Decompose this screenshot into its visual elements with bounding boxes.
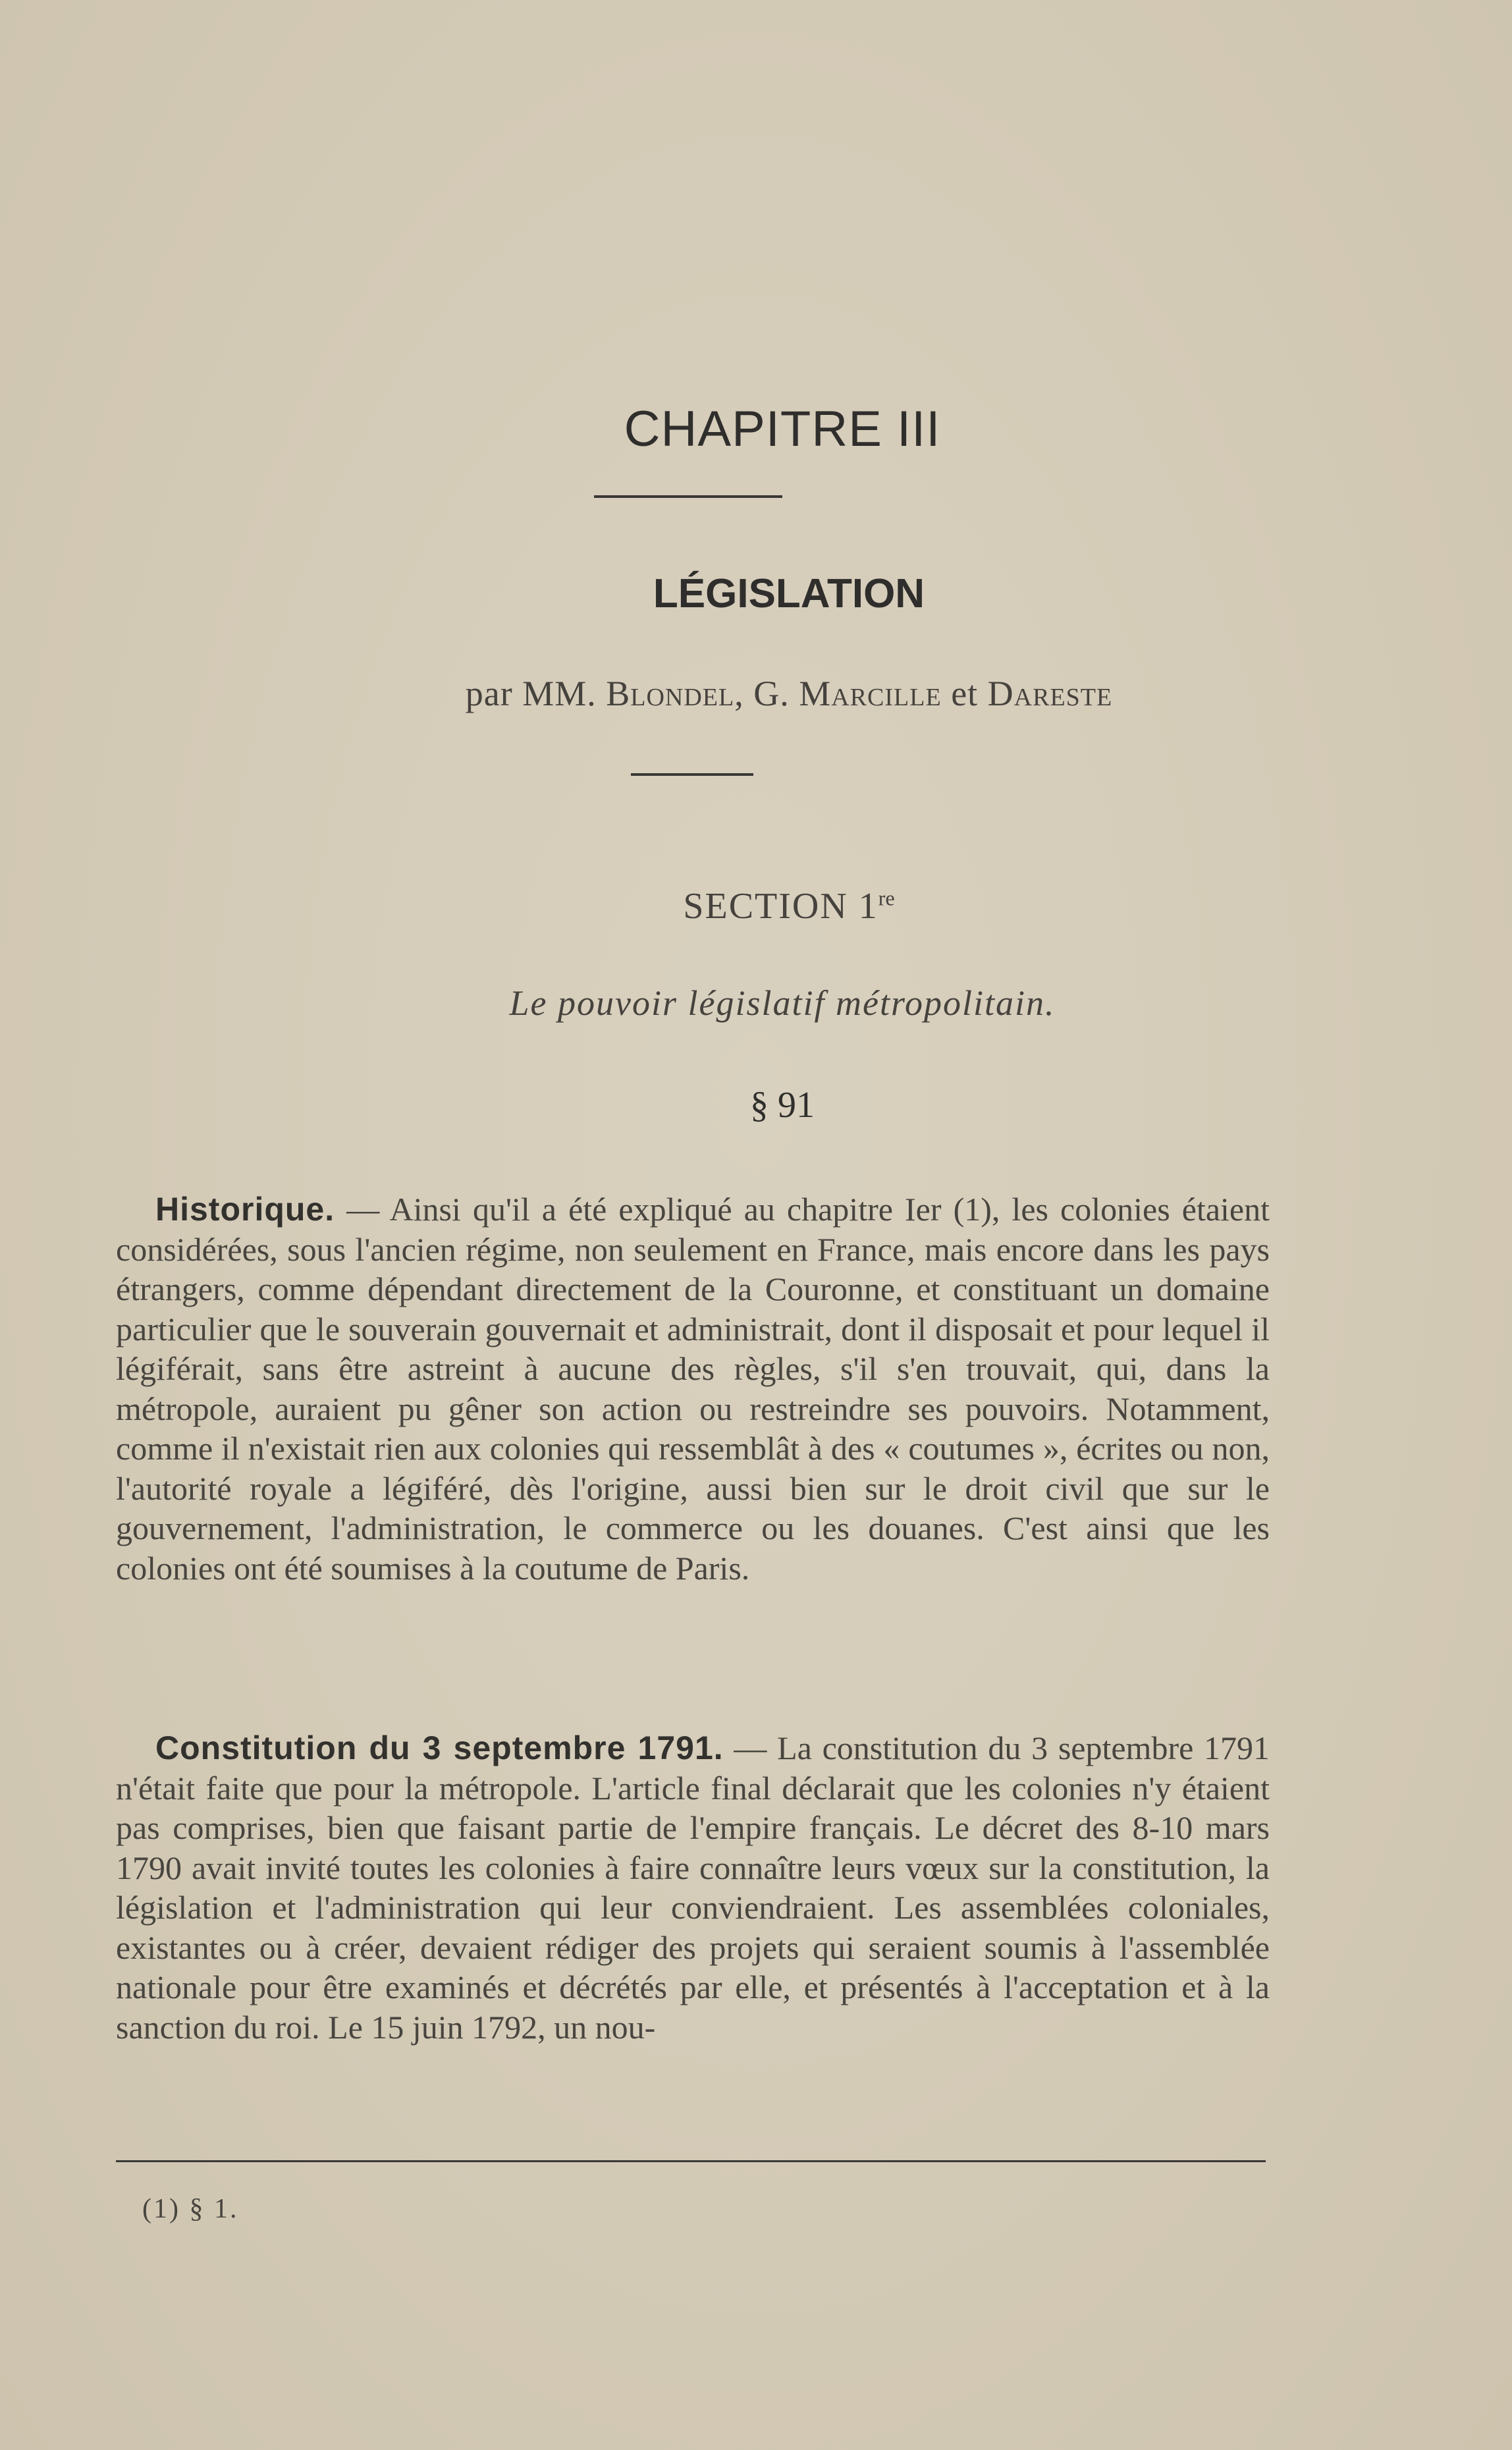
authors-separator: , G. <box>734 674 790 713</box>
footnote: (1) § 1. <box>142 2194 239 2224</box>
footnote-rule <box>116 2160 1266 2162</box>
author-marcille: Marcille <box>799 674 942 713</box>
paragraph-runin-heading: Historique. <box>155 1191 335 1228</box>
section-number: 1 <box>858 886 878 927</box>
section-subtitle: Le pouvoir législatif métropolitain. <box>509 983 1056 1023</box>
author-dareste: Dareste <box>987 674 1113 713</box>
section-heading <box>33 885 1512 927</box>
paragraph-runin-heading: Constitution du 3 septembre 1791. <box>155 1729 724 1766</box>
chapter-title: CHAPITRE III <box>624 401 941 457</box>
chapter-heading: LÉGISLATION <box>653 571 925 616</box>
paragraph-body: — Ainsi qu'il a été expliqué au chapitre Ier (1), les colonies étaient considérées, sous l'ancien régime, non seulement en France, mais encore dans les pays étrangers, comme dépendant directement de la Couronne, et constituant un domaine particulier que le souverain gouvernait et administrait, dont il disposait et pour lequel il légiférait, sans être astreint à aucune des règles, s'il s'en trouvait, qui, dans la métropole, auraient pu gêner son action ou restreindre ses pouvoirs. Notamment, comme il n'existait rien aux colonies qui ressemblât à des « coutumes », écrites ou non, l'autorité royale a légiféré, dès l'origine, aussi bien sur le droit civil que sur le gouvernement, l'administration, le commerce ou les douanes. C'est ainsi que les colonies ont été soumises à la coutume de Paris. <box>116 1191 1270 1587</box>
paragraph-body: — La constitution du 3 septembre 1791 n'était faite que pour la métropole. L'article final déclarait que les colonies n'y étaient pas comprises, bien que faisant partie de l'empire français. Le décret des 8-10 mars 1790 avait invité toutes les colonies à faire connaître leurs vœux sur la constitution, la législation et l'administration qui leur conviendraient. Les assemblées coloniales, existantes ou à créer, devaient rédiger des projets qui seraient soumis à l'assemblée nationale pour être examinés et décrétés par elle, et présentés à l'acceptation et à la sanction du roi. Le 15 juin 1792, un nou- <box>116 1729 1270 2046</box>
title-divider <box>594 495 782 498</box>
authors-line <box>33 673 1512 714</box>
section-suffix: re <box>878 886 895 910</box>
section-label: SECTION <box>683 886 848 927</box>
author-blondel: Blondel <box>606 674 735 713</box>
paragraph-constitution <box>116 1728 1270 2047</box>
paragraph-historique <box>116 1189 1270 1588</box>
authors-prefix: par MM. <box>465 674 597 713</box>
paragraph-number: § 91 <box>750 1085 815 1126</box>
authors-divider <box>631 773 753 776</box>
authors-conjunction: et <box>951 674 979 713</box>
